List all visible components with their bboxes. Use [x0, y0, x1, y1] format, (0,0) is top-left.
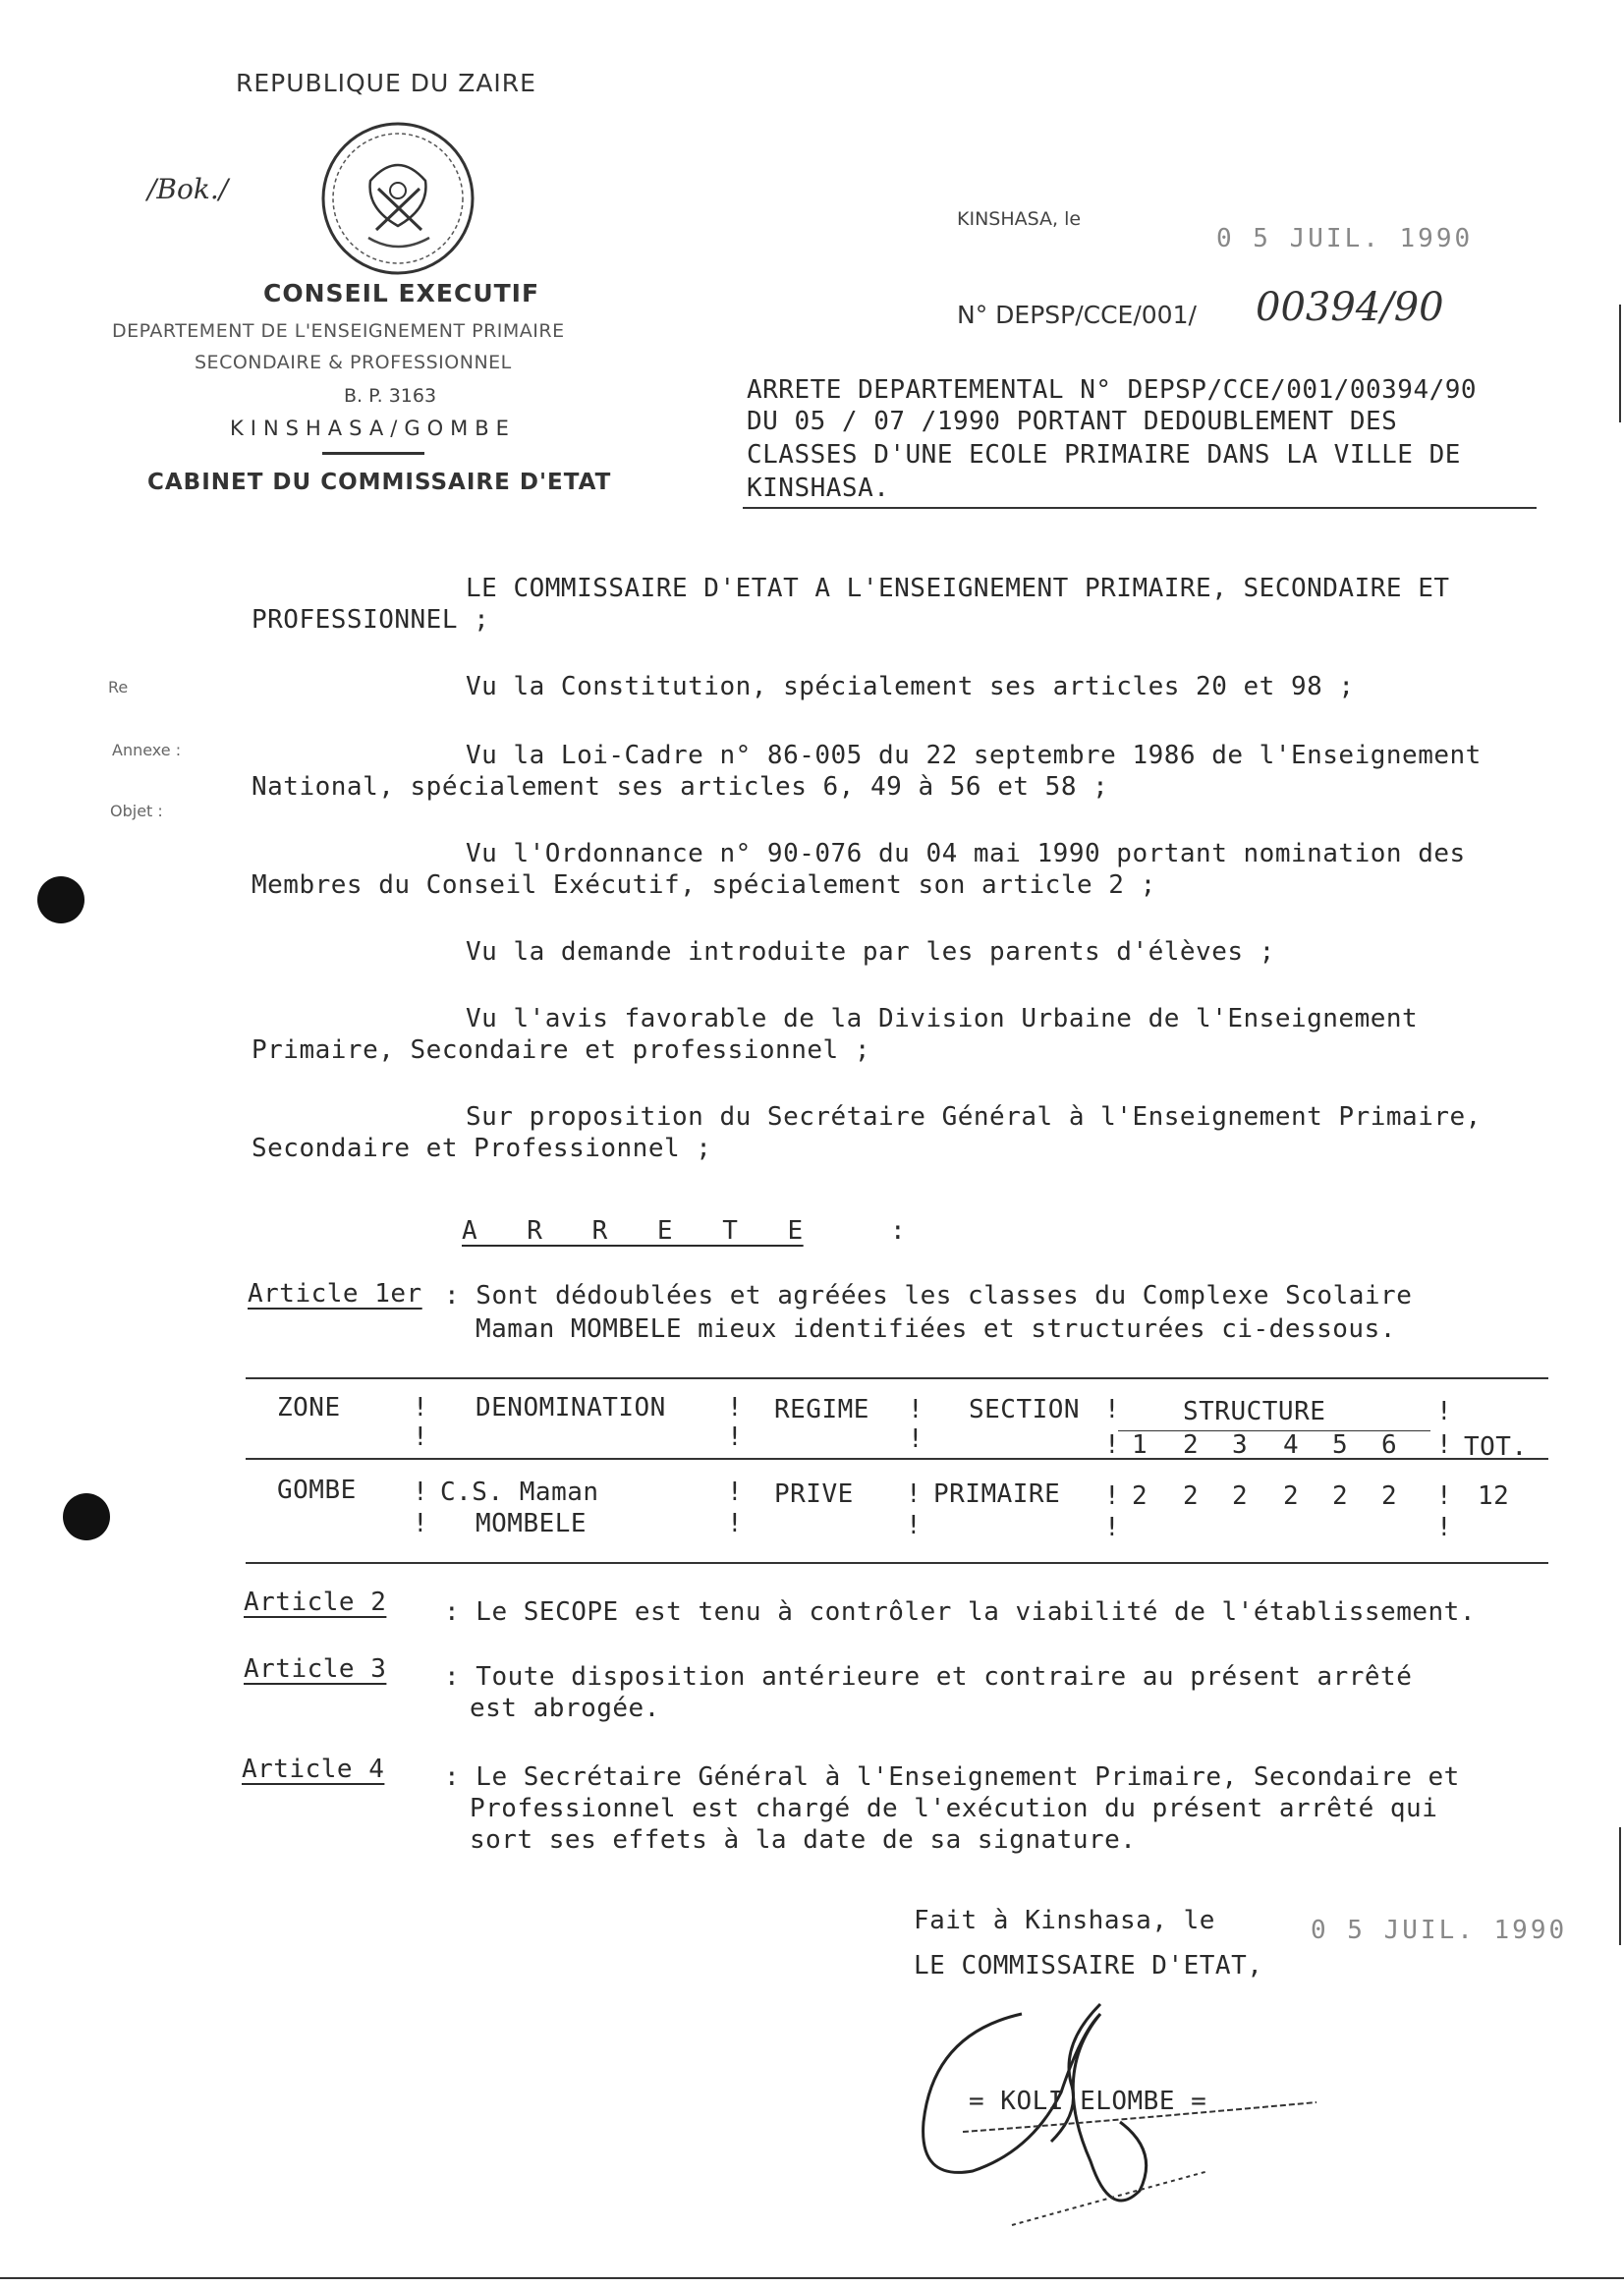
- cell-grade-count: 2: [1332, 1481, 1349, 1511]
- col-header-section: SECTION: [969, 1395, 1081, 1424]
- cell-denomination-line2: MOMBELE: [476, 1509, 588, 1538]
- article-1-line1: : Sont dédoublées et agréées les classes du Complexe Scolaire: [444, 1281, 1413, 1311]
- city-line: KINSHASA/GOMBE: [230, 417, 516, 440]
- col-header-structure: STRUCTURE: [1183, 1397, 1326, 1426]
- cell-denomination-line1: C.S. Maman: [440, 1478, 599, 1507]
- article-2-text: : Le SECOPE est tenu à contrôler la viabilité de l'établissement.: [444, 1597, 1476, 1627]
- arrete-colon: :: [890, 1216, 907, 1246]
- col-sep: !: [906, 1511, 923, 1540]
- arrete-heading: A R R E T E: [462, 1216, 804, 1246]
- col-header-total: TOT.: [1464, 1432, 1528, 1462]
- col-sep: !: [413, 1422, 429, 1452]
- place-label: KINSHASA, le: [957, 208, 1082, 230]
- vu-loi-cadre-line2: National, spécialement ses articles 6, 49 à 56 et 58 ;: [252, 772, 1109, 802]
- grade-header: 6: [1381, 1430, 1398, 1460]
- title-line4: KINSHASA.: [747, 474, 890, 503]
- intro-line2: PROFESSIONNEL ;: [252, 605, 490, 635]
- col-sep: !: [413, 1478, 429, 1507]
- col-sep: !: [908, 1395, 924, 1424]
- title-line1: ARRETE DEPARTEMENTAL N° DEPSP/CCE/001/00394/90: [747, 375, 1478, 405]
- republic-heading: REPUBLIQUE DU ZAIRE: [236, 69, 536, 97]
- col-sep: !: [413, 1393, 429, 1422]
- scan-edge-mark: [1619, 305, 1621, 422]
- cell-total: 12: [1478, 1481, 1510, 1511]
- title-line3: CLASSES D'UNE ECOLE PRIMAIRE DANS LA VILLE DE: [747, 440, 1461, 470]
- col-sep: !: [906, 1479, 923, 1509]
- title-underline: [743, 507, 1537, 509]
- col-sep: !: [727, 1393, 744, 1422]
- article-3-line1: : Toute disposition antérieure et contraire au présent arrêté: [444, 1662, 1413, 1692]
- reference-handwritten: /Bok./: [147, 173, 229, 205]
- margin-re: Re: [108, 678, 129, 697]
- table-bottom-rule: [246, 1562, 1548, 1564]
- cell-grade-count: 2: [1132, 1481, 1148, 1511]
- vu-demande: Vu la demande introduite par les parents d'élèves ;: [466, 937, 1275, 967]
- article-4-line3: sort ses effets à la date de sa signature.: [470, 1825, 1137, 1855]
- col-sep: !: [1104, 1395, 1121, 1424]
- col-sep: !: [1104, 1481, 1121, 1511]
- col-sep: !: [1436, 1430, 1453, 1460]
- article-1-line2: Maman MOMBELE mieux identifiées et structurées ci-dessous.: [476, 1314, 1396, 1344]
- signatory-name: = KOLI ELOMBE =: [969, 2087, 1207, 2116]
- article-2-label: Article 2: [244, 1588, 387, 1617]
- col-sep: !: [1436, 1397, 1453, 1426]
- article-4-line1: : Le Secrétaire Général à l'Enseignement Primaire, Secondaire et: [444, 1762, 1460, 1792]
- article-3-label: Article 3: [244, 1654, 387, 1684]
- date-stamp: 0 5 JUIL. 1990: [1216, 224, 1474, 253]
- cell-grade-count: 2: [1183, 1481, 1200, 1511]
- col-sep: !: [1104, 1430, 1121, 1460]
- punch-hole-top: [37, 876, 84, 923]
- department-line1: DEPARTEMENT DE L'ENSEIGNEMENT PRIMAIRE: [112, 320, 565, 342]
- table-top-rule: [246, 1377, 1548, 1379]
- col-sep: !: [413, 1509, 429, 1538]
- vu-loi-cadre-line1: Vu la Loi-Cadre n° 86-005 du 22 septembre 1986 de l'Enseignement: [466, 741, 1482, 770]
- grade-header: 5: [1332, 1430, 1349, 1460]
- intro-line1: LE COMMISSAIRE D'ETAT A L'ENSEIGNEMENT PRIMAIRE, SECONDAIRE ET: [466, 574, 1450, 603]
- department-line2: SECONDAIRE & PROFESSIONNEL: [195, 352, 512, 373]
- col-sep: !: [1104, 1513, 1121, 1542]
- document-number-prefix: N° DEPSP/CCE/001/: [957, 301, 1197, 329]
- cell-regime: PRIVE: [774, 1479, 854, 1509]
- article-4-line2: Professionnel est chargé de l'exécution du présent arrêté qui: [470, 1794, 1438, 1823]
- vu-avis-line1: Vu l'avis favorable de la Division Urbaine de l'Enseignement: [466, 1004, 1419, 1033]
- col-sep: !: [1436, 1513, 1453, 1542]
- cabinet-heading: CABINET DU COMMISSAIRE D'ETAT: [147, 470, 612, 495]
- margin-annexe: Annexe :: [112, 741, 182, 759]
- coat-of-arms-seal: [319, 120, 476, 277]
- col-header-denomination: DENOMINATION: [476, 1393, 666, 1422]
- col-sep: !: [727, 1509, 744, 1538]
- col-header-regime: REGIME: [774, 1395, 869, 1424]
- done-at: Fait à Kinshasa, le: [914, 1906, 1215, 1935]
- grade-header: 4: [1283, 1430, 1300, 1460]
- col-sep: !: [727, 1478, 744, 1507]
- article-4-label: Article 4: [242, 1755, 385, 1784]
- document-number-handwritten: 00394/90: [1256, 285, 1444, 330]
- vu-constitution: Vu la Constitution, spécialement ses articles 20 et 98 ;: [466, 672, 1355, 701]
- sur-proposition-line2: Secondaire et Professionnel ;: [252, 1134, 712, 1163]
- grade-header: 1: [1132, 1430, 1148, 1460]
- col-header-zone: ZONE: [277, 1393, 341, 1422]
- vu-ordonnance-line1: Vu l'Ordonnance n° 90-076 du 04 mai 1990 portant nomination des: [466, 839, 1466, 868]
- signature-date-stamp: 0 5 JUIL. 1990: [1311, 1916, 1568, 1945]
- cell-section: PRIMAIRE: [933, 1479, 1061, 1509]
- grade-header: 2: [1183, 1430, 1200, 1460]
- col-sep: !: [1436, 1481, 1453, 1511]
- grade-header: 3: [1232, 1430, 1249, 1460]
- article-3-line2: est abrogée.: [470, 1694, 660, 1723]
- cell-grade-count: 2: [1283, 1481, 1300, 1511]
- article-1-label: Article 1er: [248, 1279, 422, 1309]
- cell-grade-count: 2: [1381, 1481, 1398, 1511]
- scan-edge-mark: [1619, 1827, 1621, 1945]
- postal-box: B. P. 3163: [344, 385, 437, 407]
- title-line2: DU 05 / 07 /1990 PORTANT DEDOUBLEMENT DES: [747, 407, 1398, 436]
- col-sep: !: [727, 1422, 744, 1452]
- council-heading: CONSEIL EXECUTIF: [263, 279, 540, 307]
- col-sep: !: [908, 1424, 924, 1454]
- vu-avis-line2: Primaire, Secondaire et professionnel ;: [252, 1035, 870, 1065]
- vu-ordonnance-line2: Membres du Conseil Exécutif, spécialement son article 2 ;: [252, 870, 1156, 900]
- signatory-role: LE COMMISSAIRE D'ETAT,: [914, 1951, 1263, 1980]
- scan-bottom-rule: [0, 2277, 1624, 2279]
- margin-objet: Objet :: [110, 802, 163, 820]
- punch-hole-bottom: [63, 1493, 110, 1540]
- sur-proposition-line1: Sur proposition du Secrétaire Général à l'Enseignement Primaire,: [466, 1102, 1482, 1132]
- cell-zone: GOMBE: [277, 1476, 357, 1505]
- cell-grade-count: 2: [1232, 1481, 1249, 1511]
- table-header-rule: [246, 1458, 1548, 1460]
- header-underline: [322, 452, 424, 455]
